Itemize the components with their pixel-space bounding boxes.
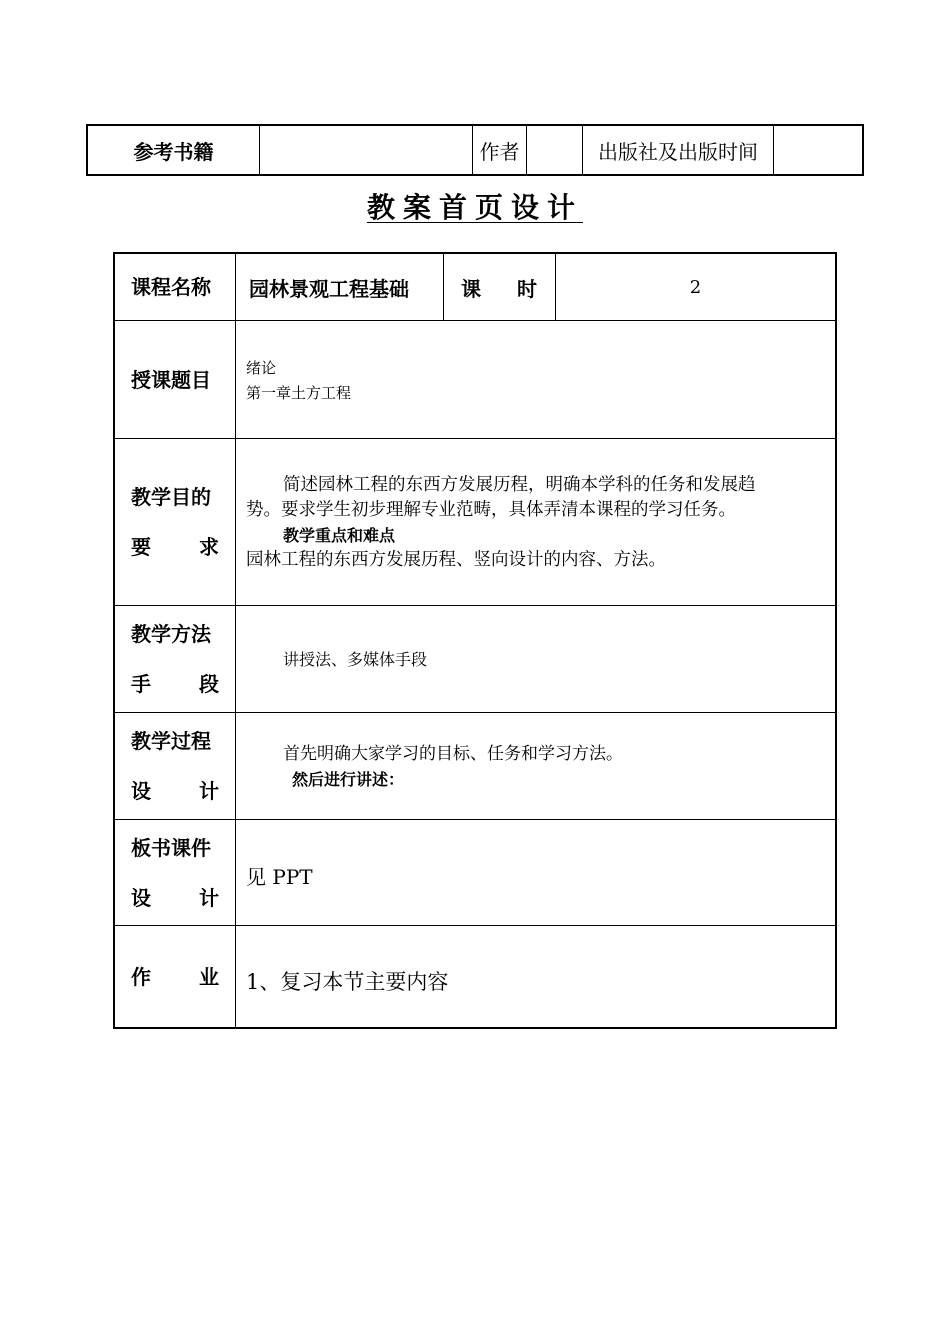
objectives-label-2: 要 求 (131, 535, 219, 559)
board-label-cell (115, 820, 236, 925)
hours-value: 2 (689, 276, 702, 298)
topic-line: 第一章土方工程 (246, 384, 352, 402)
publisher-cell (774, 126, 862, 174)
method-content (236, 606, 835, 712)
process-label: 教学过程 (131, 729, 211, 753)
key-points-text: 园林工程的东西方发展历程、竖向设计的内容、方法。 (246, 550, 666, 570)
homework-row (115, 925, 835, 1027)
reference-label: 参考书籍 (88, 126, 260, 174)
board-label: 板书课件 (131, 835, 211, 860)
hours-label: 课 时 (444, 254, 556, 320)
objectives-content (236, 439, 835, 605)
objectives-row (115, 438, 835, 605)
course-label-cell (115, 254, 236, 320)
topic-label: 授课题目 (131, 367, 211, 392)
author-label: 作者 (473, 126, 527, 174)
homework-label: 作 业 (131, 964, 219, 989)
homework-text: 1、复习本节主要内容 (246, 970, 449, 994)
topic-row (115, 320, 835, 438)
key-points-heading: 教学重点和难点 (283, 526, 396, 545)
objectives-text: 势。要求学生初步理解专业范畴，具体弄清本课程的学习任务。 (246, 500, 736, 520)
course-row (115, 254, 835, 320)
reference-book-cell (260, 126, 473, 174)
method-row (115, 605, 835, 712)
objectives-label-cell (115, 439, 236, 605)
topic-line: 绪论 (246, 359, 277, 377)
homework-content (236, 926, 835, 1027)
objectives-text: 简述园林工程的东西方发展历程，明确本学科的任务和发展趋 (283, 475, 756, 495)
process-label-cell (115, 713, 236, 819)
homework-label-cell (115, 926, 236, 1027)
reference-table (86, 124, 864, 176)
board-label-2: 设 计 (131, 885, 219, 910)
course-value: 园林景观工程基础 (236, 254, 444, 320)
lesson-plan-table (113, 252, 837, 1029)
board-content (236, 820, 835, 925)
process-text: 首先明确大家学习的目标、任务和学习方法。 (283, 744, 623, 764)
publisher-label: 出版社及出版时间 (583, 126, 774, 174)
process-text-bold: 然后进行讲述： (292, 770, 405, 789)
method-text: 讲授法、多媒体手段 (283, 650, 428, 669)
topic-content (236, 321, 835, 438)
process-content (236, 713, 835, 819)
topic-label-cell (115, 321, 236, 438)
board-row (115, 819, 835, 925)
author-cell (527, 126, 583, 174)
board-text: 见 PPT (246, 865, 313, 889)
process-row (115, 712, 835, 819)
method-label: 教学方法 (131, 622, 211, 646)
objectives-label: 教学目的 (131, 485, 211, 509)
process-label-2: 设 计 (131, 779, 219, 803)
method-label-cell (115, 606, 236, 712)
method-label-2: 手 段 (131, 672, 219, 696)
page-title: 教案首页设计 (366, 191, 583, 224)
course-label: 课程名称 (131, 275, 211, 299)
